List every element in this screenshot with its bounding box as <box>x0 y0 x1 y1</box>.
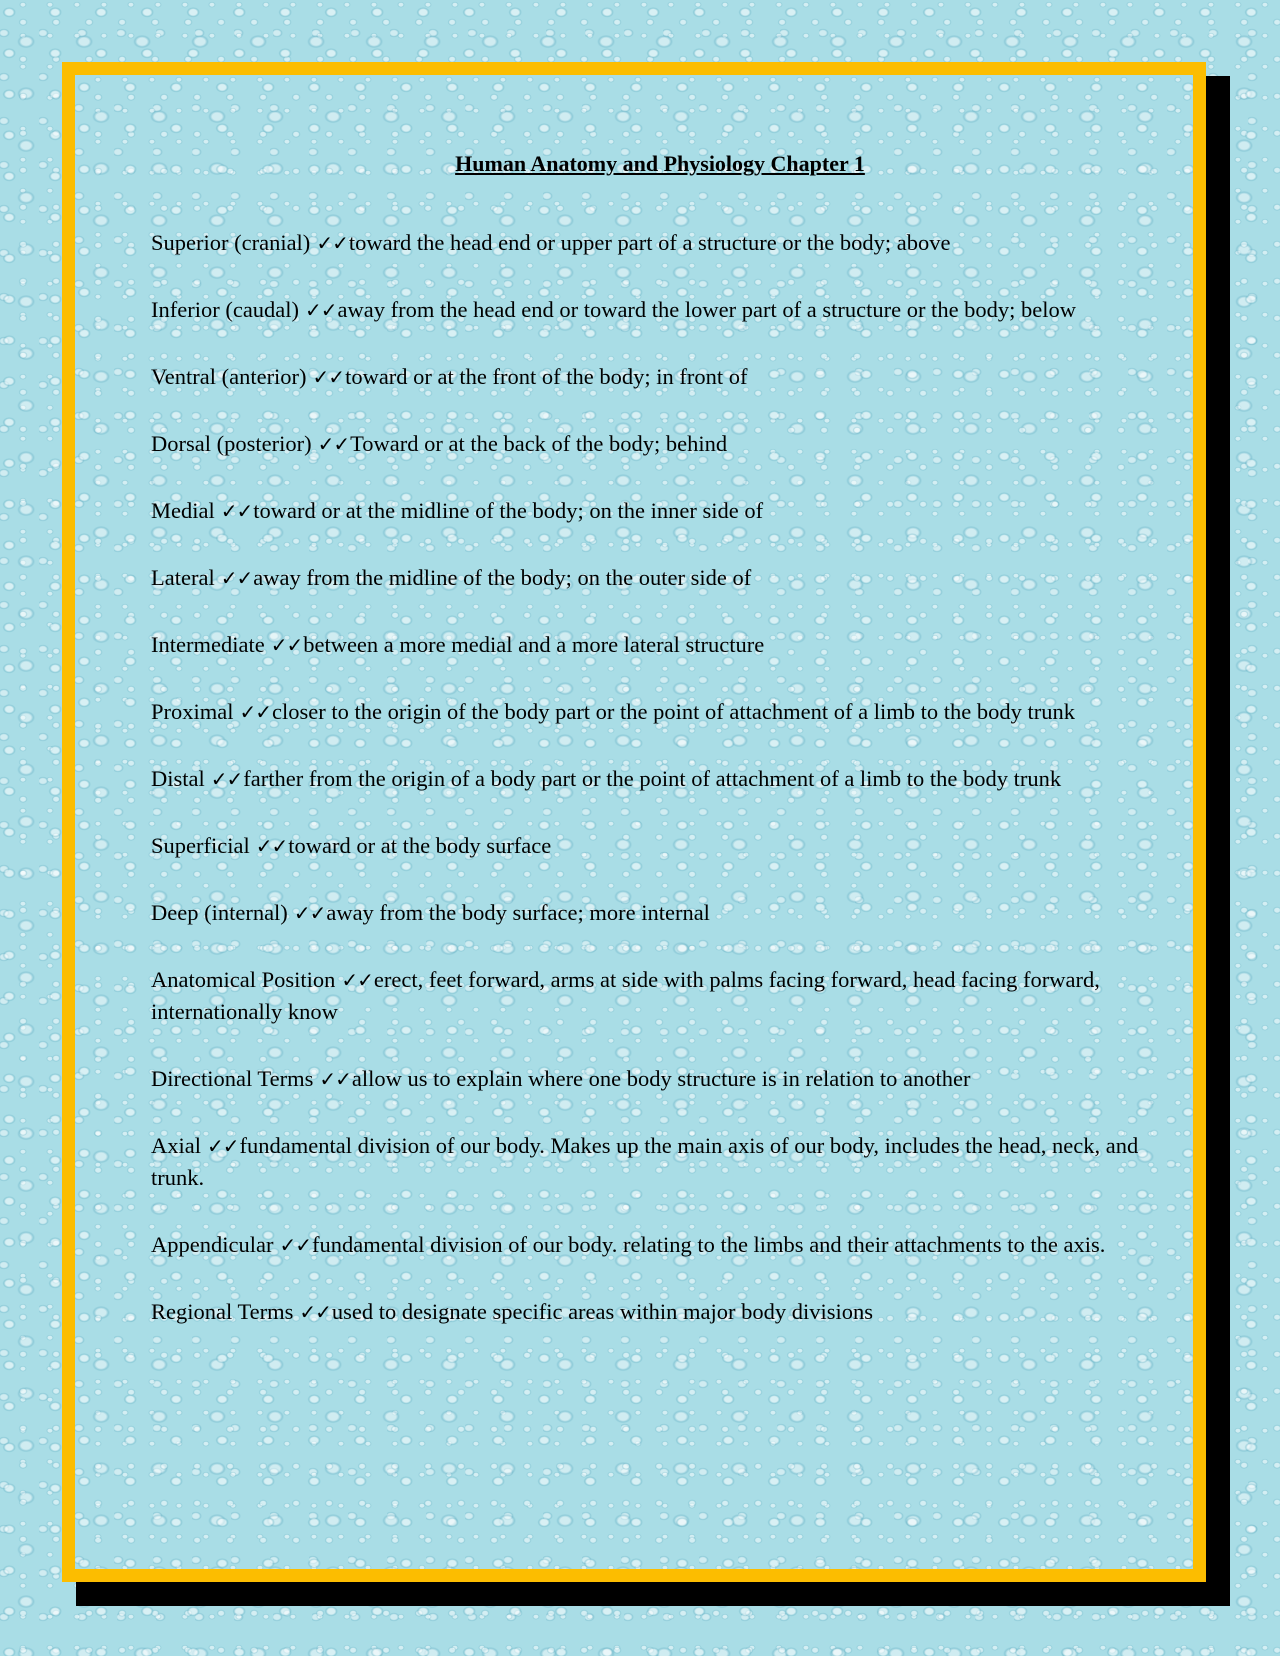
check-marks-icon: ✓✓ <box>255 834 288 858</box>
term-name: Regional Terms <box>151 1299 294 1324</box>
term-definition: fundamental division of our body. Makes up the main axis of our body, includes the head, neck, and trunk. <box>151 1133 1139 1190</box>
check-marks-icon: ✓✓ <box>207 1134 239 1158</box>
term-entry <box>151 294 1141 326</box>
term-definition: between a more medial and a more lateral structure <box>303 632 765 657</box>
check-marks-icon: ✓✓ <box>312 365 345 389</box>
term-name: Intermediate <box>151 632 265 657</box>
term-definition: farther from the origin of a body part or the point of attachment of a limb to the body trunk <box>243 766 1062 791</box>
term-definition: fundamental division of our body. relating to the limbs and their attachments to the axis. <box>311 1232 1106 1257</box>
term-name: Superior (cranial) <box>151 230 311 255</box>
check-marks-icon: ✓✓ <box>293 901 326 925</box>
check-marks-icon: ✓✓ <box>220 566 253 590</box>
term-entry <box>151 964 1141 1028</box>
term-definition: toward the head end or upper part of a structure or the body; above <box>348 230 951 255</box>
term-definition: closer to the origin of the body part or the point of attachment of a limb to the body trunk <box>272 699 1075 724</box>
term-definition: away from the head end or toward the lower part of a structure or the body; below <box>337 297 1077 322</box>
check-marks-icon: ✓✓ <box>317 432 350 456</box>
page-title: Human Anatomy and Physiology Chapter 1 <box>455 151 865 176</box>
check-marks-icon: ✓✓ <box>319 1067 351 1091</box>
check-marks-icon: ✓✓ <box>305 298 337 322</box>
term-entry <box>151 763 1141 795</box>
term-entry <box>151 830 1141 862</box>
term-entry <box>151 1296 1141 1328</box>
term-name: Appendicular <box>151 1232 274 1257</box>
term-definition: away from the midline of the body; on the outer side of <box>253 565 752 590</box>
term-entry <box>151 1063 1141 1095</box>
check-marks-icon: ✓✓ <box>270 633 303 657</box>
term-name: Directional Terms <box>151 1066 314 1091</box>
term-name: Superficial <box>151 833 250 858</box>
term-definition: toward or at the body surface <box>288 833 552 858</box>
term-name: Lateral <box>151 565 215 590</box>
term-name: Anatomical Position <box>151 967 336 992</box>
check-marks-icon: ✓✓ <box>210 767 243 791</box>
term-name: Inferior (caudal) <box>151 297 300 322</box>
document-body <box>151 148 1141 1363</box>
term-name: Medial <box>151 498 215 523</box>
term-name: Deep (internal) <box>151 900 288 925</box>
check-marks-icon: ✓✓ <box>239 700 272 724</box>
term-definition: toward or at the front of the body; in front of <box>345 364 748 389</box>
term-definition: toward or at the midline of the body; on the inner side of <box>253 498 764 523</box>
term-entry <box>151 696 1141 728</box>
term-definition: Toward or at the back of the body; behind <box>350 431 728 456</box>
term-entry <box>151 1229 1141 1261</box>
term-definition: allow us to explain where one body structure is in relation to another <box>351 1066 971 1091</box>
term-definition: erect, feet forward, arms at side with palms facing forward, head facing forward, internationally know <box>151 967 1100 1024</box>
term-entry <box>151 562 1141 594</box>
check-marks-icon: ✓✓ <box>220 499 253 523</box>
term-name: Ventral (anterior) <box>151 364 307 389</box>
term-entry <box>151 897 1141 929</box>
term-name: Dorsal (posterior) <box>151 431 312 456</box>
term-name: Proximal <box>151 699 234 724</box>
check-marks-icon: ✓✓ <box>316 231 348 255</box>
term-entry <box>151 227 1141 259</box>
term-entry <box>151 629 1141 661</box>
check-marks-icon: ✓✓ <box>341 968 373 992</box>
term-name: Axial <box>151 1133 201 1158</box>
term-definition: away from the body surface; more internal <box>326 900 710 925</box>
check-marks-icon: ✓✓ <box>279 1233 311 1257</box>
check-marks-icon: ✓✓ <box>299 1300 331 1324</box>
term-list <box>151 227 1141 1328</box>
term-definition: used to designate specific areas within major body divisions <box>331 1299 874 1324</box>
term-name: Distal <box>151 766 205 791</box>
term-entry <box>151 361 1141 393</box>
term-entry <box>151 495 1141 527</box>
term-entry <box>151 1130 1141 1194</box>
term-entry <box>151 428 1141 460</box>
